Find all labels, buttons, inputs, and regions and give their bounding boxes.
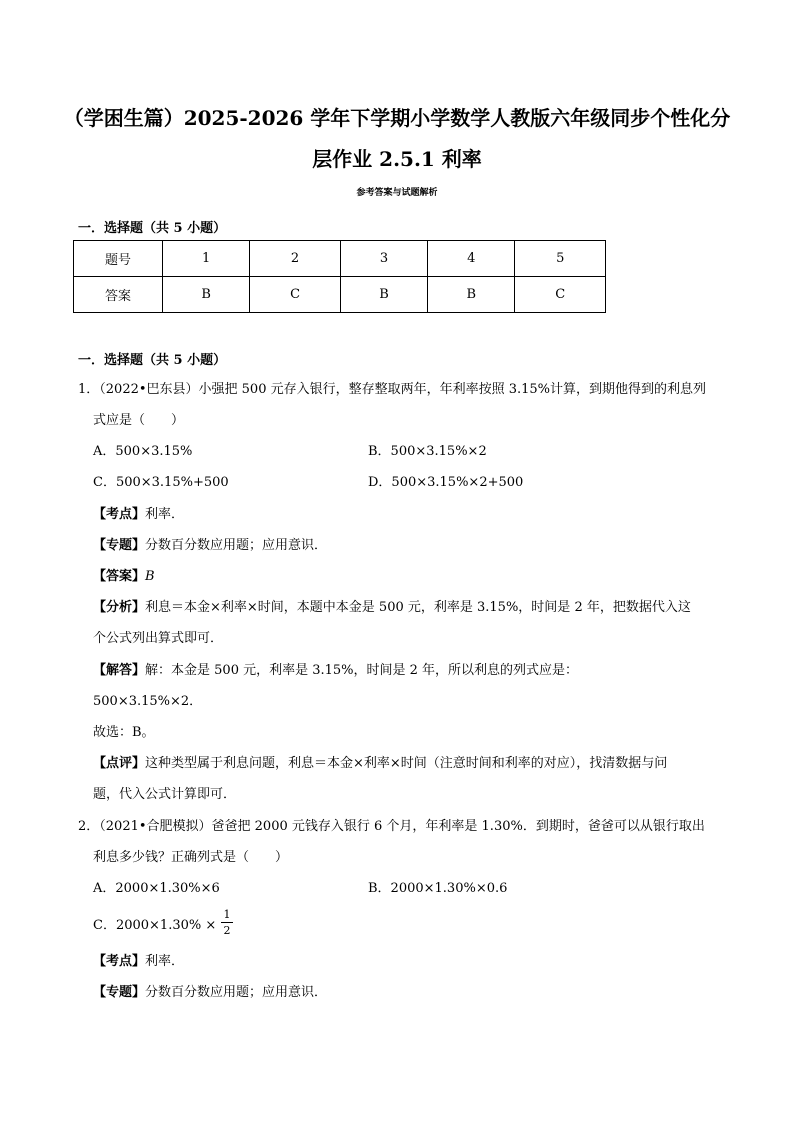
fenxi-text: 利息＝本金×利率×时间，本题中本金是 500 元，利率是 3.15%，时间是 2 年，把数据代入这: [145, 600, 691, 615]
daan-text: B: [145, 569, 155, 584]
kaodian-text: 利率．: [145, 954, 185, 969]
q2-option-c: C．2000×1.30% ×: [93, 918, 217, 933]
table-cell: C: [515, 277, 606, 313]
q1-fenxi-line1: [93, 599, 691, 617]
table-cell: 2: [250, 241, 341, 277]
dianping-text: 这种类型属于利息问题，利息＝本金×利率×时间（注意时间和利率的对应），找清数据与问: [145, 756, 668, 771]
table-cell-label: 题号: [74, 241, 163, 277]
table-cell: 4: [428, 241, 515, 277]
fraction-denominator: 2: [223, 924, 231, 937]
document-title-line1: （学困生篇）2025-2026 学年下学期小学数学人教版六年级同步个性化分: [63, 106, 731, 130]
q1-zhuanti: [93, 537, 327, 555]
kaodian-tag: 【考点】: [93, 954, 146, 969]
q2-option-c-fraction: [221, 908, 233, 937]
table-cell: C: [250, 277, 341, 313]
table-cell-label: 答案: [74, 277, 163, 313]
q1-option-c: C．500×3.15%+500: [93, 475, 229, 490]
table-row-answers: [74, 277, 606, 313]
table-cell: 5: [515, 241, 606, 277]
q1-dianping-line1: [93, 755, 667, 773]
q2-kaodian: [93, 953, 184, 971]
q1-fenxi-line2: 个公式列出算式即可．: [93, 631, 224, 646]
q1-stem-line1: 1．（2022•巴东县）小强把 500 元存入银行，整存整取两年，年利率按照 3.15%计算，到期他得到的利息列: [78, 382, 707, 397]
q1-stem-line2: 式应是（ ）: [93, 413, 185, 428]
table-cell: 1: [163, 241, 250, 277]
q1-jieda-line3: 故选：B。: [93, 725, 155, 740]
question-section-heading: 一．选择题（共 5 小题）: [78, 353, 227, 368]
jieda-tag: 【解答】: [93, 663, 146, 678]
document-title-line2: 层作业 2.5.1 利率: [312, 147, 482, 171]
document-subtitle: 参考答案与试题解析: [356, 188, 438, 198]
q1-jieda-line2: 500×3.15%×2．: [93, 694, 203, 709]
q1-jieda-line1: [93, 662, 578, 680]
kaodian-tag: 【考点】: [93, 507, 146, 522]
zhuanti-text: 分数百分数应用题；应用意识．: [145, 985, 328, 1000]
jieda-text: 解：本金是 500 元，利率是 3.15%，时间是 2 年，所以利息的列式应是：: [145, 663, 579, 678]
q1-daan: [93, 568, 155, 586]
q2-stem-line1: 2．（2021•合肥模拟）爸爸把 2000 元钱存入银行 6 个月，年利率是 1.30%．到期时，爸爸可以从银行取出: [78, 819, 705, 834]
zhuanti-tag: 【专题】: [93, 985, 146, 1000]
table-cell: 3: [340, 241, 427, 277]
table-cell: B: [340, 277, 427, 313]
zhuanti-tag: 【专题】: [93, 538, 146, 553]
q1-kaodian: [93, 506, 184, 524]
dianping-tag: 【点评】: [93, 756, 146, 771]
answer-section-heading: 一．选择题（共 5 小题）: [78, 221, 227, 236]
q1-option-d: D．500×3.15%×2+500: [368, 475, 524, 490]
q2-zhuanti: [93, 984, 327, 1002]
kaodian-text: 利率．: [145, 507, 185, 522]
table-cell: B: [163, 277, 250, 313]
q1-option-b: B．500×3.15%×2: [368, 444, 487, 459]
table-cell: B: [428, 277, 515, 313]
q2-option-b: B．2000×1.30%×0.6: [368, 881, 508, 896]
table-row-numbers: [74, 241, 606, 277]
zhuanti-text: 分数百分数应用题；应用意识．: [145, 538, 328, 553]
q1-dianping-line2: 题，代入公式计算即可．: [93, 787, 237, 802]
fraction-bar: [221, 922, 233, 923]
q2-option-a: A．2000×1.30%×6: [93, 881, 220, 896]
daan-tag: 【答案】: [93, 569, 146, 584]
q2-stem-line2: 利息多少钱？正确列式是（ ）: [93, 850, 289, 865]
answer-table: [73, 240, 606, 313]
fraction-numerator: 1: [223, 908, 231, 921]
fenxi-tag: 【分析】: [93, 600, 146, 615]
q1-option-a: A．500×3.15%: [93, 444, 193, 459]
